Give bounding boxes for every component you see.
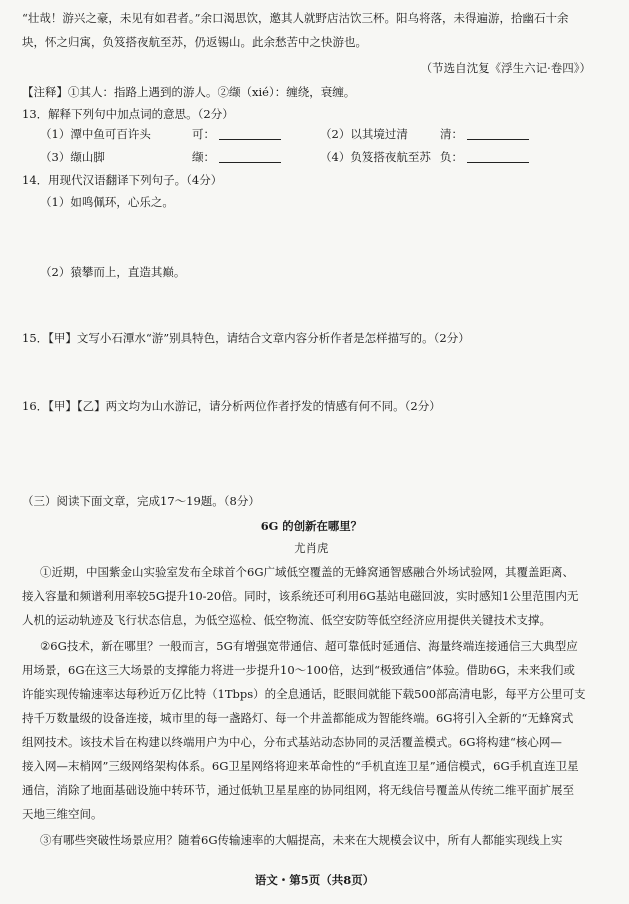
q13-item-3-blank[interactable] [219,150,281,163]
article-p1-line-3: 人机的运动轨迹及飞行状态信息，为低空巡检、低空物流、低空安防等低空经济应用提供关键技术支撑。 [22,613,551,627]
article-p2-line-5: 组网技术。该技术旨在构建以终端用户为中心，分布式基站动态协同的灵活覆盖模式。6G将构建“核心网— [22,735,562,749]
article-p2-line-4: 持千万数量级的设备连接，城市里的每一盏路灯、每一个井盖都能成为智能终端。6G将引入全新的“无蜂窝式 [22,711,574,725]
article-title: 6G 的创新在哪里？ [260,519,362,533]
q13-item-1 [40,126,151,142]
q13-item-4-blank[interactable] [467,150,529,163]
passage-line-1: “壮哉！游兴之豪，未见有如君者。”余口渴思饮，邀其人就野店沽饮三杯。阳乌将落，未得遍游，拾幽石十余 [22,11,569,25]
question-15: 15．【甲】文写小石潭水“游”别具特色，请结合文章内容分析作者是怎样描写的。（2分） [22,331,470,345]
q13-item-4 [320,149,431,165]
article-p2-line-8: 天地三维空间。 [22,807,103,821]
q13-item-4-label: 负： [440,150,463,164]
question-16: 16．【甲】【乙】两文均为山水游记，请分析两位作者抒发的情感有何不同。（2分） [22,399,441,413]
q13-item-3-sentence: （3）缬山脚 [40,150,105,164]
q13-item-4-sentence: （4）负笈搭夜航至苏 [320,150,431,164]
article-p1-line-1: ①近期，中国紫金山实验室发布全球首个6G广域低空覆盖的无蜂窝通智感融合外场试验网，其覆盖距离、 [40,565,574,579]
q13-item-1-blank[interactable] [219,127,281,140]
q13-item-1-answer[interactable] [192,126,281,142]
article-author: 尤肖虎 [294,541,329,555]
q13-item-2-answer[interactable] [440,126,529,142]
q14-sentence-1: （1）如鸣佩环，心乐之。 [40,195,174,209]
q13-item-1-label: 可： [192,127,215,141]
q13-item-4-answer[interactable] [440,149,529,165]
article-p1-line-2: 接入容量和频谱利用率较5G提升10-20倍。同时，该系统还可利用6G基站电磁回波，实时感知1公里范围内无 [22,589,579,603]
q13-item-2-sentence: （2）以其境过清 [320,127,408,141]
section-3-heading: （三）阅读下面文章，完成17～19题。（8分） [22,494,260,508]
source-citation: （节选自沈复《浮生六记·卷四》） [420,61,591,75]
question-14-stem: 14．用现代汉语翻译下列句子。（4分） [22,173,223,187]
annotation-note: 【注释】①其人：指路上遇到的游人。②缬（xié）：缠绕，衰缠。 [22,85,356,99]
article-p2-line-7: 通信，消除了地面基础设施中转环节，通过低轨卫星星座的协同组网，将无线信号覆盖从传统二维平面扩展至 [22,783,574,797]
question-13-stem: 13．解释下列句中加点词的意思。（2分） [22,107,234,121]
article-p2-line-6: 接入网—末梢网”三级网络架构体系。6G卫星网络将迎来革命性的“手机直连卫星”通信模式，6G手机直连卫星 [22,759,579,773]
q13-item-2-label: 清： [440,127,463,141]
q13-item-2-blank[interactable] [467,127,529,140]
q13-item-2 [320,126,408,142]
q14-sentence-2: （2）猿攀而上，直造其巅。 [40,265,186,279]
q13-item-3 [40,149,105,165]
q13-item-1-sentence: （1）潭中鱼可百许头 [40,127,151,141]
article-p2-line-3: 许能实现传输速率达每秒近万亿比特（1Tbps）的全息通话，眨眼间就能下载500部高清电影，每平方公里可支 [22,687,586,701]
q13-item-3-answer[interactable] [192,149,281,165]
passage-line-2: 块，怀之归寓，负笈搭夜航至苏，仍返锡山。此余愁苦中之快游也。 [22,35,367,49]
page-footer: 语文・第5页（共8页） [254,873,375,887]
article-p2-line-2: 用场景，6G在这三大场景的支撑能力将进一步提升10～100倍，达到“极致通信”体验。借助6G，未来我们或 [22,663,575,677]
article-p3-line-1: ③有哪些突破性场景应用？随着6G传输速率的大幅提高，未来在大规模会议中，所有人都能实现线上实 [40,833,563,847]
article-p2-line-1: ②6G技术，新在哪里？一般而言，5G有增强宽带通信、超可靠低时延通信、海量终端连接通信三大典型应 [40,639,578,653]
q13-item-3-label: 缬： [192,150,215,164]
